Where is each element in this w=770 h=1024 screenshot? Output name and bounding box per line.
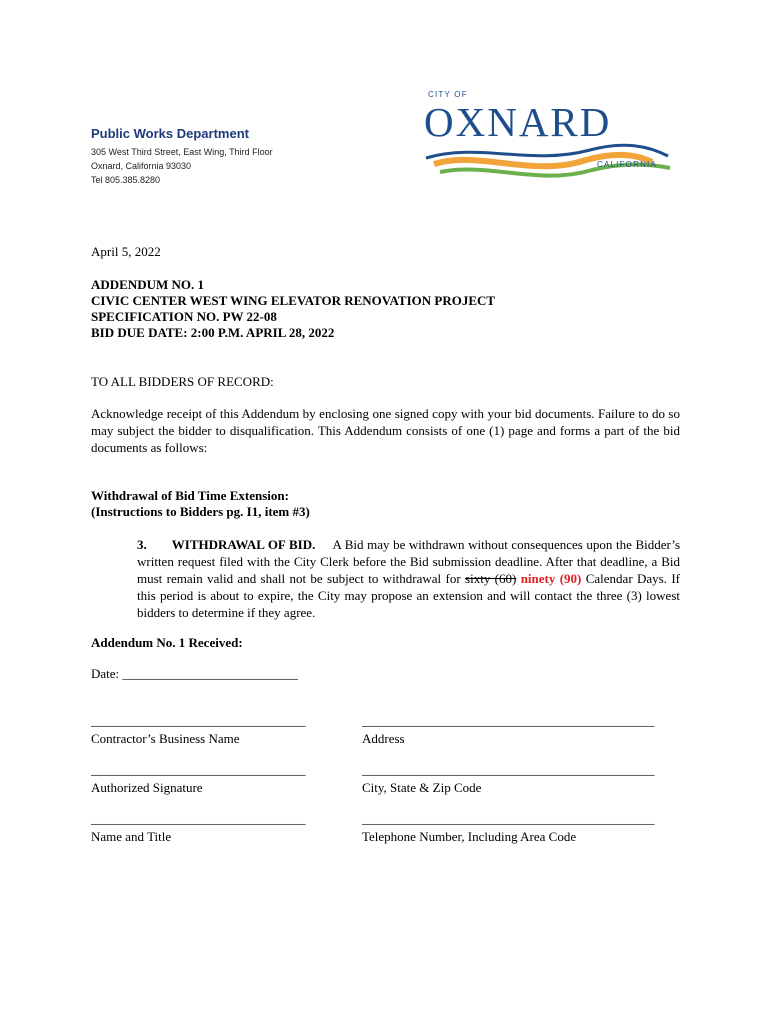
received-title: Addendum No. 1 Received: (91, 635, 243, 650)
logo-city-of: CITY OF (428, 90, 468, 99)
address-line-2: Oxnard, California 93030 (91, 161, 192, 171)
name-and-title-label: Name and Title (91, 829, 172, 844)
specification-number: SPECIFICATION NO. PW 22-08 (91, 309, 277, 324)
contractor-business-name-label: Contractor’s Business Name (91, 731, 240, 746)
signature-line: _____________________________________________ (362, 713, 655, 728)
salutation: TO ALL BIDDERS OF RECORD: (91, 374, 274, 389)
signature-line: _____________________________________________ (362, 811, 655, 826)
logo-name: OXNARD (424, 99, 612, 145)
struck-text: sixty (60) (465, 571, 517, 586)
project-name: CIVIC CENTER WEST WING ELEVATOR RENOVATION PROJECT (91, 293, 496, 308)
inserted-text: ninety (90) (520, 571, 582, 586)
withdrawal-of-bid-paragraph (137, 536, 680, 621)
letter-date: April 5, 2022 (91, 244, 161, 259)
phone-line: Tel 805.385.8280 (91, 175, 161, 185)
logo-state: CALIFORNIA (597, 160, 658, 169)
address-label: Address (362, 731, 405, 746)
signature-line: _________________________________ (91, 713, 306, 728)
bid-due-date: BID DUE DATE: 2:00 P.M. APRIL 28, 2022 (91, 325, 335, 340)
item-text-after: Calendar Days. If this period is about to expire, the City may propose an extension and will contact the three (3) lowest bidders to determine if they agree. (137, 571, 680, 620)
department-title: Public Works Department (91, 126, 249, 141)
authorized-signature-label: Authorized Signature (91, 780, 203, 795)
signature-line: _____________________________________________ (362, 762, 655, 777)
received-date-field: Date: ___________________________ (91, 666, 298, 681)
addendum-number: ADDENDUM NO. 1 (91, 277, 205, 292)
telephone-number-label: Telephone Number, Including Area Code (362, 829, 577, 844)
city-state-zip-label: City, State & Zip Code (362, 780, 482, 795)
address-line-1: 305 West Third Street, East Wing, Third Floor (91, 147, 273, 157)
section-title: Withdrawal of Bid Time Extension: (91, 488, 289, 503)
item-heading: WITHDRAWAL OF BID. (171, 537, 316, 552)
section-subtitle: (Instructions to Bidders pg. I1, item #3) (91, 504, 310, 519)
signature-line: _________________________________ (91, 811, 306, 826)
city-of-oxnard-logo (420, 84, 682, 188)
item-text-before: A Bid may be withdrawn without consequences upon the Bidder’s written request filed with the City Clerk before the Bid submission deadline. After that deadline, a Bid must remain valid and shall not be subject to withdrawal for (137, 537, 681, 586)
intro-paragraph: Acknowledge receipt of this Addendum by enclosing one signed copy with your bid documents. Failure to do so may subject the bidder to disqualification. This Addendum consists of one (1) page and forms a part of the bid documents as follows: (91, 406, 680, 455)
signature-line: _________________________________ (91, 762, 306, 777)
item-number: 3. (137, 537, 147, 552)
